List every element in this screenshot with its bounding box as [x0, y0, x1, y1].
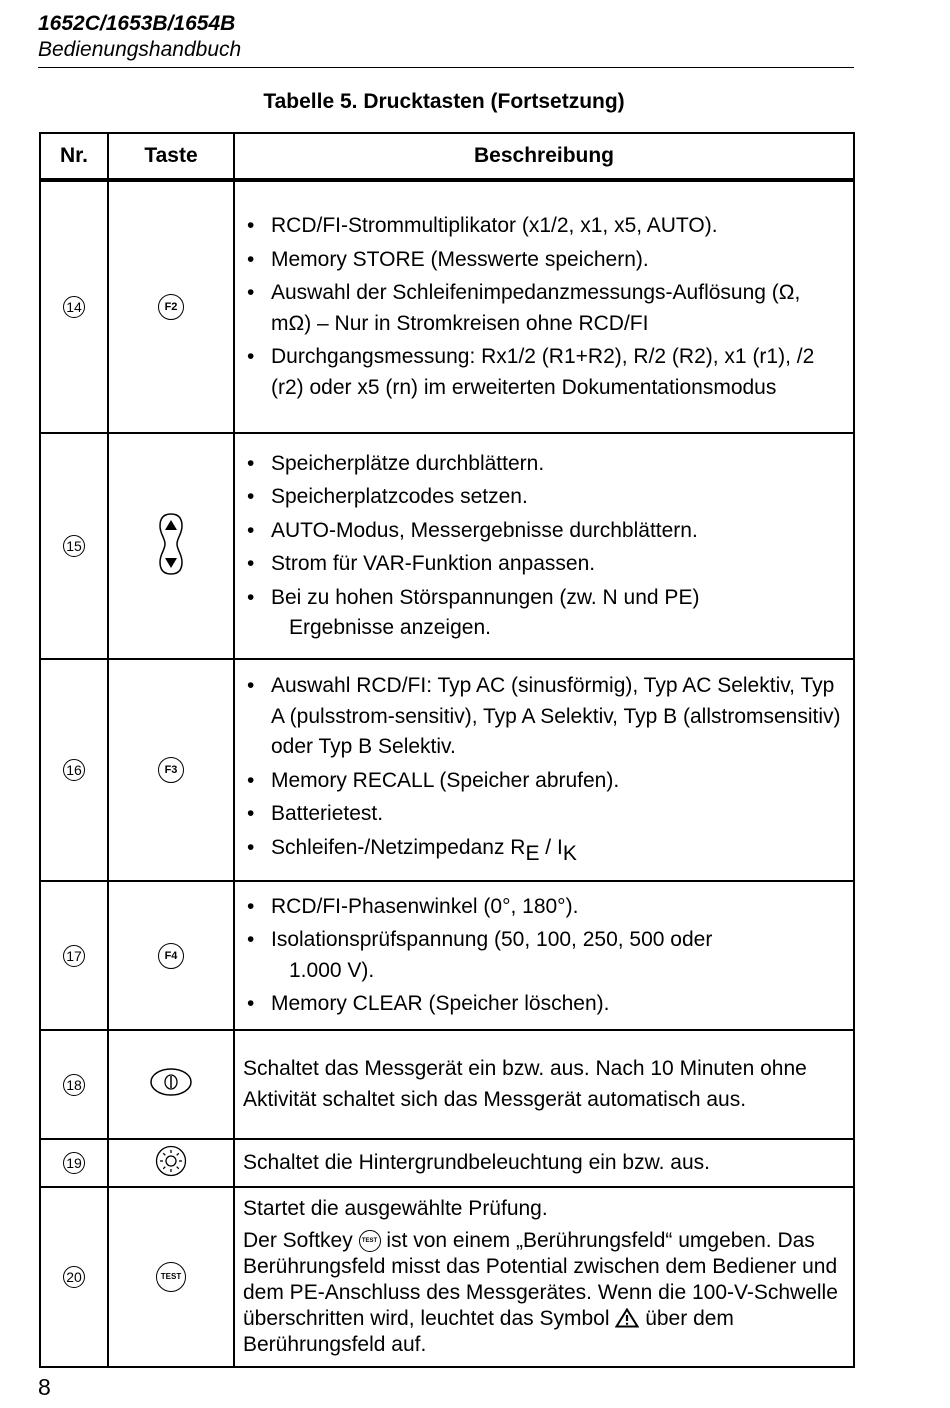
description-text: Schaltet die Hintergrundbeleuchtung ein bzw. aus. — [243, 1150, 710, 1174]
description-cell — [234, 1187, 854, 1367]
key-cell — [108, 1187, 234, 1367]
pushbutton-table — [39, 132, 855, 1368]
list-item: • Speicherplätze durchblättern. — [243, 449, 845, 480]
row-number — [40, 180, 108, 433]
test-softkey-icon: TEST — [359, 1230, 381, 1252]
up-down-arrow-key-icon — [156, 512, 186, 576]
key-cell — [108, 1139, 234, 1187]
table-row — [40, 433, 854, 659]
description-cell — [234, 433, 854, 659]
list-item: • Batterietest. — [243, 799, 845, 830]
table-row — [40, 1139, 854, 1187]
table-header-row — [40, 133, 854, 180]
column-header-key: Taste — [108, 133, 234, 180]
row-number-circle: 19 — [63, 1152, 85, 1174]
power-key-icon — [149, 1067, 193, 1097]
description-list — [243, 671, 845, 869]
warning-triangle-icon — [615, 1308, 639, 1328]
row-number-circle: 14 — [63, 296, 85, 318]
description-text: Startet die ausgewählte Prüfung. — [243, 1197, 548, 1220]
description-cell — [234, 1030, 854, 1139]
list-item-line: Bei zu hohen Störspannungen (zw. N und PE) — [271, 585, 700, 609]
table-row — [40, 659, 854, 881]
list-item-line: Isolationsprüfspannung (50, 100, 250, 500 oder — [271, 928, 713, 951]
table-row — [40, 180, 854, 433]
description-cell — [234, 1139, 854, 1187]
description-text: Schaltet das Messgerät ein bzw. aus. Nach 10 Minuten ohne Aktivität schaltet sich das Messgerät automatisch aus. — [243, 1057, 807, 1111]
manual-model-title: 1652C/1653B/1654B — [38, 12, 236, 35]
list-item — [243, 833, 845, 870]
list-item-line: Ergebnisse anzeigen. — [289, 616, 491, 639]
list-item — [243, 583, 845, 644]
f4-key-icon: F4 — [158, 943, 184, 969]
list-item: • Memory CLEAR (Speicher löschen). — [243, 989, 845, 1020]
key-cell — [108, 180, 234, 433]
list-item: • Speicherplatzcodes setzen. — [243, 482, 845, 513]
test-key-icon: TEST — [156, 1262, 186, 1292]
list-item: • Strom für VAR-Funktion anpassen. — [243, 549, 845, 580]
list-item: • RCD/FI-Phasenwinkel (0°, 180°). — [243, 892, 845, 923]
row-number — [40, 1187, 108, 1367]
description-cell — [234, 180, 854, 433]
description-cell — [234, 881, 854, 1030]
description-text — [243, 1228, 845, 1358]
description-list — [243, 211, 845, 403]
row-number — [40, 1030, 108, 1139]
backlight-key-icon — [155, 1145, 187, 1177]
description-text-part: ist von einem „Berührungsfeld“ umgeben. Das Berührungsfeld misst das Potential zwischen dem Bediener und dem PE-Anschluss des Messgerätes. Wenn die 100-V-Schwelle überschritten wird, leuchtet das Symbol — [243, 1229, 838, 1330]
list-item-line: 1.000 V). — [289, 958, 375, 982]
key-cell — [108, 881, 234, 1030]
impedance-subscript-k: K — [562, 841, 577, 865]
column-header-nr: Nr. — [40, 133, 108, 180]
row-number-circle: 17 — [63, 945, 85, 967]
impedance-text: Schleifen-/Netzimpedanz R — [271, 835, 526, 859]
header-divider — [38, 67, 854, 68]
manual-subtitle: Bedienungshandbuch — [38, 38, 242, 61]
row-number-circle: 16 — [63, 759, 85, 781]
list-item: • Memory STORE (Messwerte speichern). — [243, 245, 845, 276]
description-cell — [234, 659, 854, 881]
list-item: • Auswahl RCD/FI: Typ AC (sinusförmig), Typ AC Selektiv, Typ A (pulsstrom-sensitiv), Typ A Selektiv, Typ B (allstromsensitiv) oder Typ B Selektiv. — [243, 671, 845, 763]
description-list — [243, 892, 845, 1020]
description-text-part: über dem Berührungsfeld auf. — [243, 1307, 734, 1356]
table-row — [40, 1030, 854, 1139]
row-number — [40, 1139, 108, 1187]
table-row — [40, 1187, 854, 1367]
row-number-circle: 15 — [63, 535, 85, 557]
row-number-circle: 18 — [63, 1074, 85, 1096]
impedance-separator: / I — [539, 835, 563, 859]
key-cell — [108, 1030, 234, 1139]
row-number-circle: 20 — [63, 1266, 85, 1288]
table-row — [40, 881, 854, 1030]
list-item: • Memory RECALL (Speicher abrufen). — [243, 766, 845, 797]
f2-key-icon: F2 — [158, 294, 184, 320]
column-header-description: Beschreibung — [234, 133, 854, 180]
list-item: • RCD/FI-Strommultiplikator (x1/2, x1, x5, AUTO). — [243, 211, 845, 242]
page-number: 8 — [38, 1374, 51, 1400]
table-title: Tabelle 5. Drucktasten (Fortsetzung) — [263, 90, 625, 113]
list-item: • Auswahl der Schleifenimpedanzmessungs-Auflösung (Ω, mΩ) – Nur in Stromkreisen ohne RCD/FI — [243, 278, 845, 339]
key-cell — [108, 433, 234, 659]
description-text-part: Der Softkey — [243, 1229, 353, 1252]
f3-key-icon: F3 — [158, 757, 184, 783]
list-item — [243, 925, 845, 986]
list-item: • AUTO-Modus, Messergebnisse durchblättern. — [243, 516, 845, 547]
list-item: • Durchgangsmessung: Rx1/2 (R1+R2), R/2 (R2), x1 (r1), /2 (r2) oder x5 (rn) im erweiterten Dokumentationsmodus — [243, 342, 845, 403]
impedance-subscript-e: E — [525, 841, 540, 865]
description-list — [243, 449, 845, 644]
row-number — [40, 433, 108, 659]
key-cell — [108, 659, 234, 881]
row-number — [40, 659, 108, 881]
row-number — [40, 881, 108, 1030]
